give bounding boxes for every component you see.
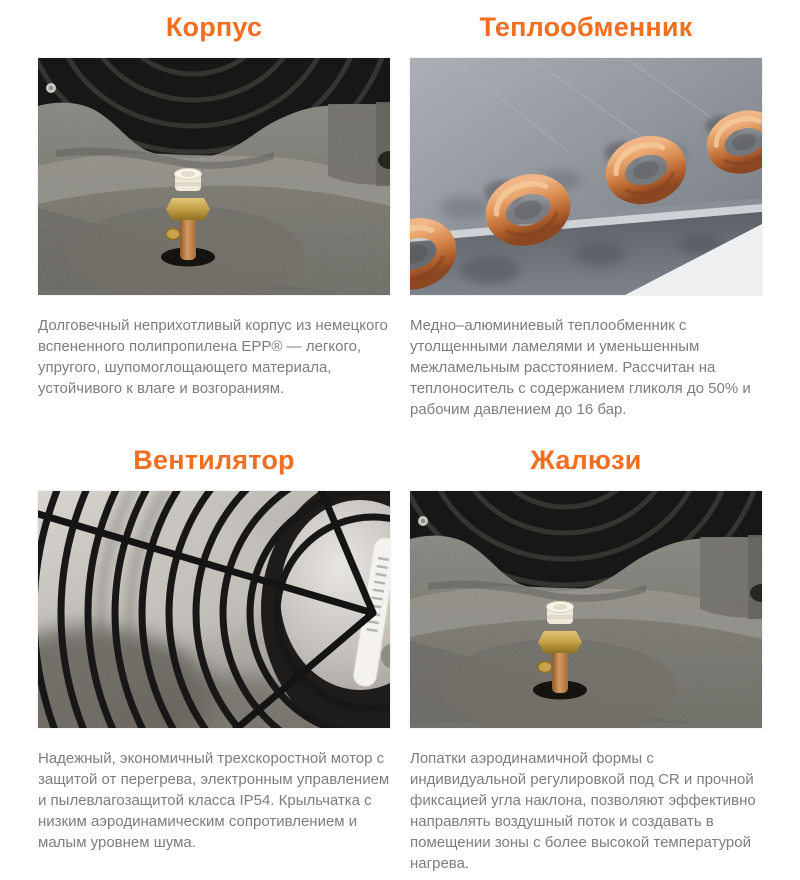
feature-card-korpus: [38, 10, 390, 420]
feature-photo-housing: [38, 58, 390, 295]
feature-description-korpus: Долговечный неприхотливый корпус из немецкого вспененного полипропилена EPP® — легкого, упругого, шупомоглощающего материала, устойчивого к влаге и возгораниям.: [38, 317, 388, 397]
feature-description-teploobmennik: Медно–алюминиевый теплообменник с утолщенными ламелями и уменьшенным межламельным расстоянием. Рассчитан на теплоноситель с содержанием гликоля до 50% и рабочим давлением до 16 бар.: [410, 317, 751, 418]
feature-title-teploobmennik: Теплообменник: [479, 12, 693, 42]
feature-card-teploobmennik: [410, 10, 762, 420]
feature-photo-fan: [38, 491, 390, 728]
feature-title-korpus: Корпус: [165, 12, 263, 42]
fan-grille-photo-illustration: [38, 491, 390, 728]
feature-title-zhalyuzi: Жалюзи: [530, 445, 642, 475]
copper-tubes-photo-illustration: [410, 58, 762, 295]
feature-description-ventilyator: Надежный, экономичный трехскоростной мотор с защитой от перегрева, электронным управлением и пылевлагозащитой класса IP54. Крыльчатка с низким аэродинамическим сопротивлением и малым уровнем шума.: [38, 750, 390, 851]
housing-photo-illustration: [38, 58, 390, 295]
feature-photo-louvers: [410, 491, 762, 728]
feature-card-zhalyuzi: [410, 443, 762, 874]
feature-card-ventilyator: [38, 443, 390, 874]
housing-photo-illustration-2: [410, 491, 762, 728]
feature-description-zhalyuzi: Лопатки аэродинамичной формы с индивидуальной регулировкой под CR и прочной фиксацией угла наклона, позволяют эффективно направлять воздушный поток и создавать в помещении зоны с более высокой температурой нагрева.: [410, 750, 756, 872]
feature-title-ventilyator: Вентилятор: [133, 445, 295, 475]
feature-photo-heat-exchanger: [410, 58, 762, 295]
